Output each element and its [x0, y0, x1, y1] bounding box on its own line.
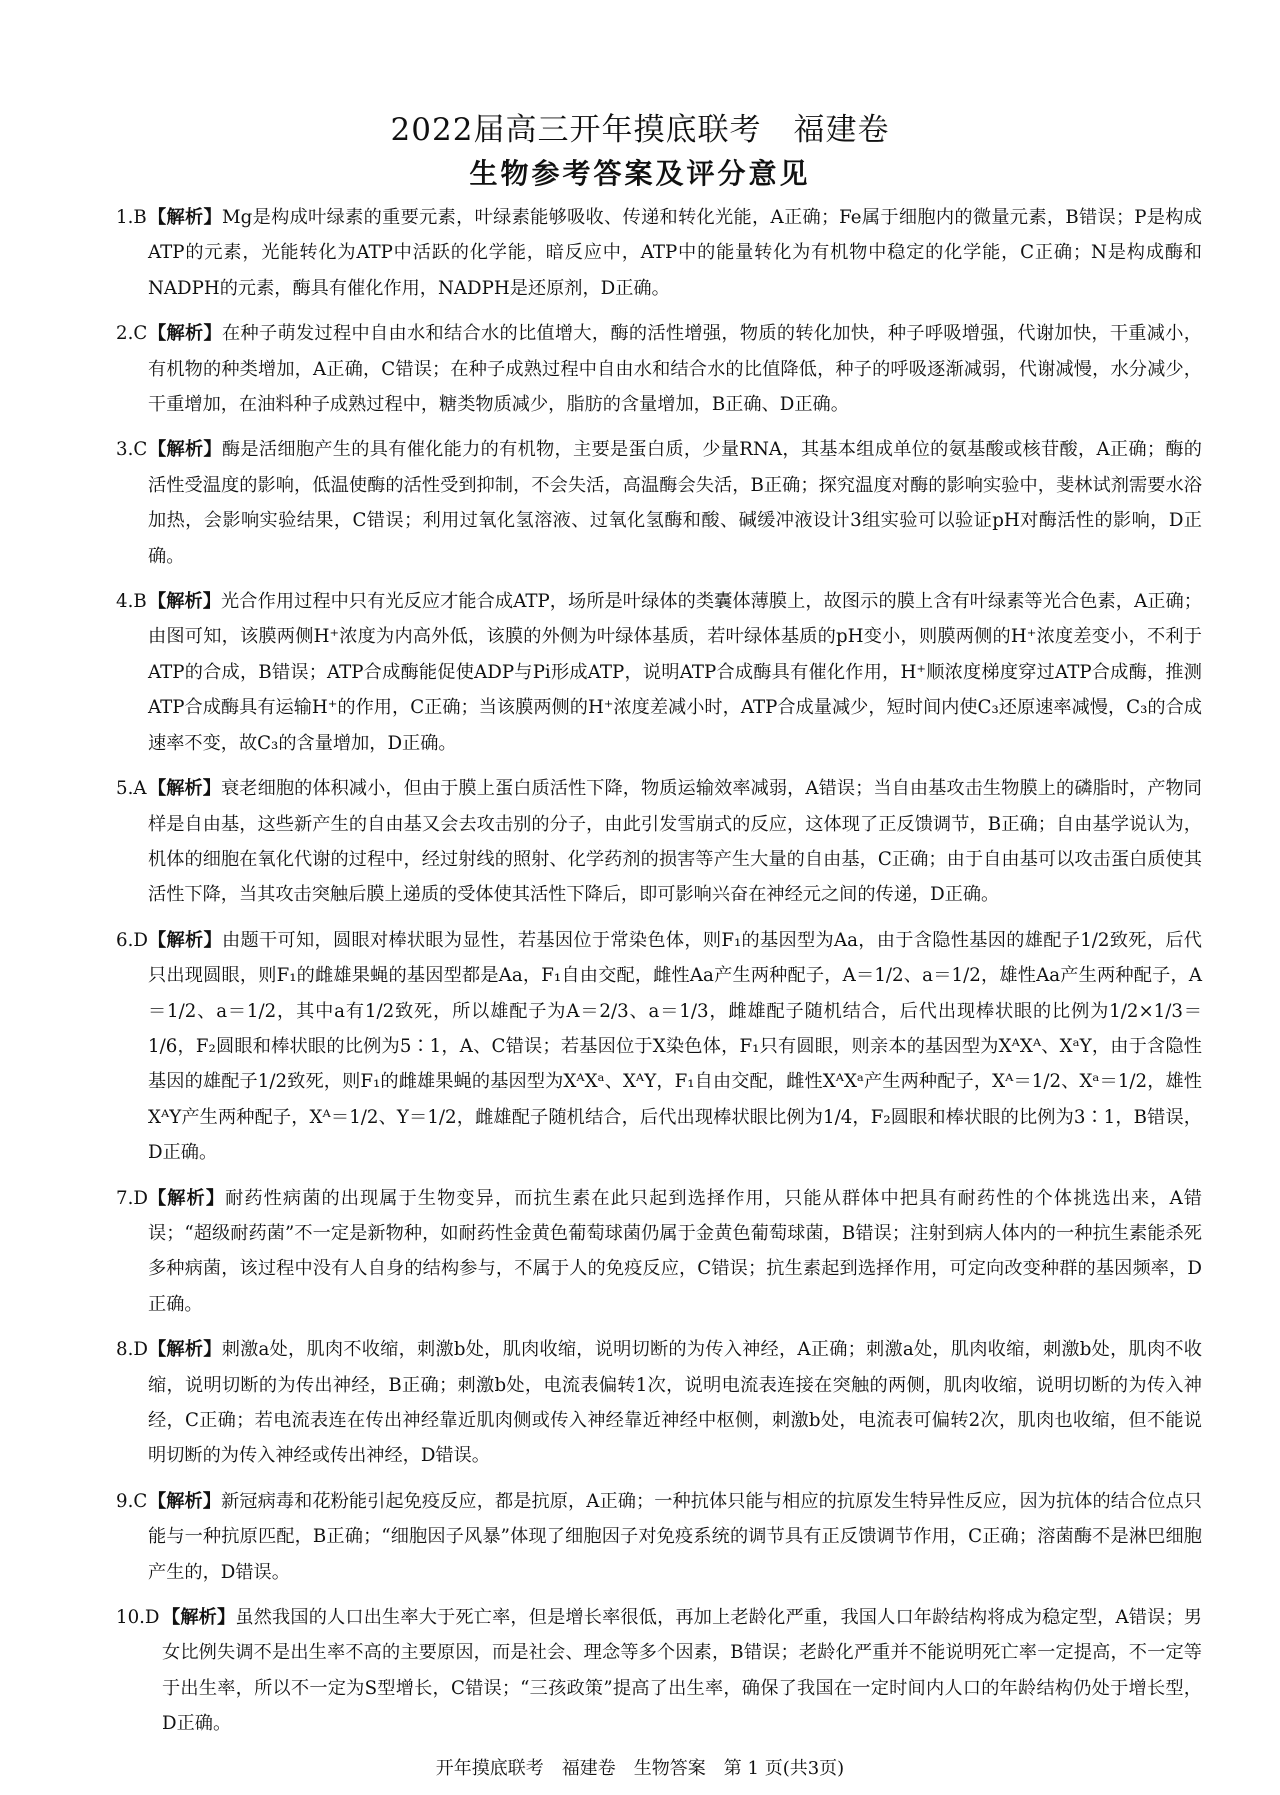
analysis-tag: 【解析】 — [148, 778, 222, 800]
answer-text: 新冠病毒和花粉能引起免疫反应，都是抗原，A正确；一种抗体只能与相应的抗原发生特异性反应，因为抗体的结合位点只能与一种抗原匹配，B正确；“细胞因子风暴”体现了细胞因子对免疫系统的调节具有正反馈调节作用，C正确；溶菌酶不是淋巴细胞产生的，D错误。 — [148, 1490, 1202, 1583]
answer-text: 光合作用过程中只有光反应才能合成ATP，场所是叶绿体的类囊体薄膜上，故图示的膜上含有叶绿素等光合色素，A正确；由图可知，该膜两侧H⁺浓度为内高外低，该膜的外侧为叶绿体基质，若叶绿体基质的pH变小，则膜两侧的H⁺浓度差变小，不利于ATP的合成，B错误；ATP合成酶能促使ADP与Pi形成ATP，说明ATP合成酶具有催化作用，H⁺顺浓度梯度穿过ATP合成酶，推测ATP合成酶具有运输H⁺的作用，C正确；当该膜两侧的H⁺浓度差减小时，ATP合成量减少，短时间内使C₃还原速率减慢，C₃的合成速率不变，故C₃的含量增加，D正确。 — [148, 591, 1202, 754]
analysis-tag: 【解析】 — [148, 207, 222, 228]
answer-item-4 — [116, 584, 1202, 761]
answer-number: 7.D — [116, 1187, 148, 1209]
answer-text: 在种子萌发过程中自由水和结合水的比值增大，酶的活性增强，物质的转化加快，种子呼吸增强，代谢加快，干重减小，有机物的种类增加，A正确，C错误；在种子成熟过程中自由水和结合水的比值降低，种子的呼吸逐渐减弱，代谢减慢，水分减少，干重增加，在油料种子成熟过程中，糖类物质减少，脂肪的含量增加，B正确、D正确。 — [148, 323, 1202, 416]
analysis-tag: 【解析】 — [148, 439, 222, 461]
answer-item-1 — [116, 200, 1202, 306]
answer-item-2 — [116, 316, 1202, 422]
analysis-tag: 【解析】 — [162, 1607, 236, 1629]
answer-number: 10.D — [116, 1607, 160, 1629]
answer-number: 8.D — [116, 1339, 148, 1361]
analysis-tag: 【解析】 — [148, 929, 222, 951]
answer-text: 虽然我国的人口出生率大于死亡率，但是增长率很低，再加上老龄化严重，我国人口年龄结构将成为稳定型，A错误；男女比例失调不是出生率不高的主要原因，而是社会、理念等多个因素，B错误；老龄化严重并不能说明死亡率一定提高，不一定等于出生率，所以不一定为S型增长，C错误；“三孩政策”提高了出生率，确保了我国在一定时间内人口的年龄结构仍处于增长型，D正确。 — [162, 1607, 1202, 1735]
answer-text: 衰老细胞的体积减小，但由于膜上蛋白质活性下降，物质运输效率减弱，A错误；当自由基攻击生物膜上的磷脂时，产物同样是自由基，这些新产生的自由基又会去攻击别的分子，由此引发雪崩式的反应，这体现了正反馈调节，B正确；自由基学说认为，机体的细胞在氧化代谢的过程中，经过射线的照射、化学药剂的损害等产生大量的自由基，C正确；由于自由基可以攻击蛋白质使其活性下降，当其攻击突触后膜上递质的受体使其活性下降后，即可影响兴奋在神经元之间的传递，D正确。 — [148, 778, 1202, 906]
answer-number: 4.B — [116, 591, 147, 613]
answer-text: 由题干可知，圆眼对棒状眼为显性，若基因位于常染色体，则F₁的基因型为Aa，由于含隐性基因的雄配子1/2致死，后代只出现圆眼，则F₁的雌雄果蝇的基因型都是Aa，F₁自由交配，雌性Aa产生两种配子，A＝1/2、a＝1/2，雄性Aa产生两种配子，A＝1/2、a＝1/2，其中a有1/2致死，所以雄配子为A＝2/3、a＝1/3，雌雄配子随机结合，后代出现棒状眼的比例为1/2×1/3＝1/6，F₂圆眼和棒状眼的比例为5∶1，A、C错误；若基因位于X染色体，F₁只有圆眼，则亲本的基因型为XᴬXᴬ、XᵃY，由于含隐性基因的雄配子1/2致死，则F₁的雌雄果蝇的基因型为XᴬXᵃ、XᴬY，F₁自由交配，雌性XᴬXᵃ产生两种配子，Xᴬ＝1/2、Xᵃ＝1/2，雄性XᴬY产生两种配子，Xᴬ＝1/2、Y＝1/2，雌雄配子随机结合，后代出现棒状眼比例为1/4，F₂圆眼和棒状眼的比例为3∶1，B错误，D正确。 — [148, 929, 1202, 1164]
answer-number: 6.D — [116, 929, 148, 951]
answer-number: 9.C — [116, 1490, 148, 1512]
analysis-tag: 【解析】 — [148, 1339, 222, 1361]
answer-item-7 — [116, 1181, 1202, 1323]
answer-item-8 — [116, 1332, 1202, 1474]
analysis-tag: 【解析】 — [148, 1490, 222, 1512]
answer-number: 5.A — [116, 778, 147, 800]
answer-text: 耐药性病菌的出现属于生物变异，而抗生素在此只起到选择作用，只能从群体中把具有耐药性的个体挑选出来，A错误；“超级耐药菌”不一定是新物种，如耐药性金黄色葡萄球菌仍属于金黄色葡萄球菌，B错误；注射到病人体内的一种抗生素能杀死多种病菌，该过程中没有人自身的结构参与，不属于人的免疫反应，C错误；抗生素起到选择作用，可定向改变种群的基因频率，D正确。 — [148, 1187, 1202, 1315]
answer-text: 刺激a处，肌肉不收缩，刺激b处，肌肉收缩，说明切断的为传入神经，A正确；刺激a处，肌肉收缩，刺激b处，肌肉不收缩，说明切断的为传出神经，B正确；刺激b处，电流表偏转1次，说明电流表连接在突触的两侧，肌肉收缩，说明切断的为传入神经，C正确；若电流表连在传出神经靠近肌肉侧或传入神经靠近神经中枢侧，刺激b处，电流表可偏转2次，肌肉也收缩，但不能说明切断的为传入神经或传出神经，D错误。 — [148, 1339, 1202, 1467]
answer-item-6 — [116, 923, 1202, 1171]
answer-item-5 — [116, 771, 1202, 913]
answer-list — [116, 200, 1202, 1752]
answer-text: 酶是活细胞产生的具有催化能力的有机物，主要是蛋白质，少量RNA，其基本组成单位的氨基酸或核苷酸，A正确；酶的活性受温度的影响，低温使酶的活性受到抑制，不会失活，高温酶会失活，B正确；探究温度对酶的影响实验中，斐林试剂需要水浴加热，会影响实验结果，C错误；利用过氧化氢溶液、过氧化氢酶和酸、碱缓冲液设计3组实验可以验证pH对酶活性的影响，D正确。 — [148, 439, 1202, 567]
page-subtitle: 生物参考答案及评分意见 — [469, 157, 811, 190]
answer-number: 1.B — [116, 207, 147, 228]
answer-item-9 — [116, 1484, 1202, 1590]
analysis-tag: 【解析】 — [148, 323, 222, 345]
answer-number: 3.C — [116, 439, 148, 461]
analysis-tag: 【解析】 — [148, 591, 222, 613]
answer-item-10 — [116, 1600, 1202, 1742]
answer-text: Mg是构成叶绿素的重要元素，叶绿素能够吸收、传递和转化光能，A正确；Fe属于细胞内的微量元素，B错误；P是构成ATP的元素，光能转化为ATP中活跃的化学能，暗反应中，ATP中的能量转化为有机物中稳定的化学能，C正确；N是构成酶和NADPH的元素，酶具有催化作用，NADPH是还原剂，D正确。 — [148, 207, 1202, 299]
page-footer: 开年摸底联考 福建卷 生物答案 第 1 页(共3页) — [435, 1758, 845, 1779]
answer-item-3 — [116, 432, 1202, 574]
analysis-tag: 【解析】 — [148, 1187, 226, 1209]
answer-number: 2.C — [116, 323, 148, 345]
exam-title: 2022届高三开年摸底联考 福建卷 — [390, 112, 890, 148]
